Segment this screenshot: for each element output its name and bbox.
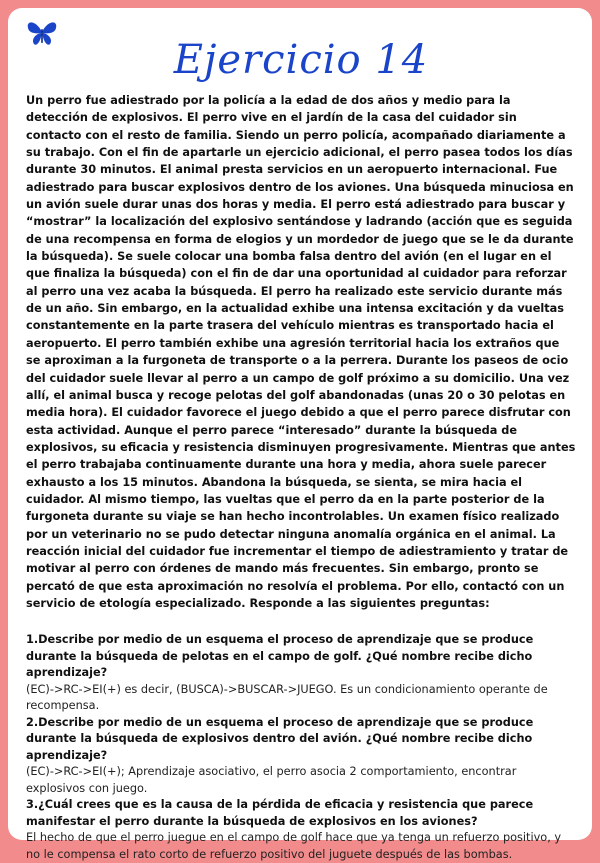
document-sheet bbox=[8, 8, 592, 861]
butterfly-icon bbox=[26, 18, 58, 48]
questions-section bbox=[26, 632, 576, 863]
question-3: 3.¿Cuál crees que es la causa de la pérdida de eficacia y resistencia que parece manifestar el perro durante la búsqueda de explosivos en los aviones? bbox=[26, 798, 534, 828]
question-2: 2.Describe por medio de un esquema el proceso de aprendizaje que se produce durante la búsqueda de explosivos dentro del avión. ¿Qué nombre recibe dicho aprendizaje? bbox=[26, 715, 534, 762]
answer-2: (EC)->RC->EI(+); Aprendizaje asociativo, el perro asocia 2 comportamiento, encontrar explosivos con juego. bbox=[26, 765, 517, 795]
problem-statement: Un perro fue adiestrado por la policía a la edad de dos años y medio para la detección de explosivos. El perro vive en el jardín de la casa del cuidador sin contacto con el resto de familia. Siendo un perro policía, acompañado diariamente a su trabajo. Con el fin de apartarle un ejercicio adicional, el perro pasea todos los días durante 30 minutos. El animal presta servicios en un aeropuerto internacional. Fue adiestrado para buscar explosivos dentro de los aviones. Una búsqueda minuciosa en un avión suele durar unas dos horas y media. El perro está adiestrado para buscar y “mostrar” la localización del explosivo sentándose y ladrando (acción que es seguida de una recompensa en forma de elogios y un mordedor de juego que se le da durante la búsqueda). Se suele colocar una bomba falsa dentro del avión (en el lugar en el que finaliza la búsqueda) con el fin de dar una oportunidad al cuidador para reforzar al perro una vez acaba la búsqueda. El perro ha realizado este servicio durante más de un año. Sin embargo, en la actualidad exhibe una intensa excitación y da vueltas constantemente en la parte trasera del vehículo mientras es transportado hacia el aeropuerto. El perro también exhibe una agresión territorial hacia los extraños que se aproximan a la furgoneta de transporte o a la perrera. Durante los paseos de ocio del cuidador suele llevar al perro a un campo de golf próximo a su domicilio. Una vez allí, el animal busca y recoge pelotas del golf abandonadas (unas 20 o 30 pelotas en media hora). El cuidador favorece el juego debido a que el perro parece disfrutar con esta actividad. Aunque el perro parece “interesado” durante la búsqueda de explosivos, su eficacia y resistencia disminuyen progresivamente. Mientras que antes el perro trabajaba continuamente durante una hora y media, ahora suele parecer exhausto a los 15 minutos. Abandona la búsqueda, se sienta, se mira hacia el cuidador. Al mismo tiempo, las vueltas que el perro da en la parte posterior de la furgoneta durante su viaje se han hecho incontrolables. Un examen físico realizado por un veterinario no se pudo detectar ninguna anomalía orgánica en el animal. La reacción inicial del cuidador fue incrementar el tiempo de adiestramiento y tratar de motivar al perro con órdenes de mando más frecuentes. Sin embargo, pronto se percató de que esta aproximación no resolvía el problema. Por ello, contactó con un servicio de etología especializado. Responde a las siguientes preguntas: bbox=[26, 94, 576, 610]
question-1: 1.Describe por medio de un esquema el proceso de aprendizaje que se produce durante la búsqueda de pelotas en el campo de golf. ¿Qué nombre recibe dicho aprendizaje? bbox=[26, 633, 534, 680]
answer-1: (EC)->RC->EI(+) es decir, (BUSCA)->BUSCAR->JUEGO. Es un condicionamiento operante de recompensa. bbox=[26, 682, 548, 713]
answer-3: El hecho de que el perro juegue en el campo de golf hace que ya tenga un refuerzo positivo, y no le compensa el rato corto de refuerzo positivo del juguete después de las bombas. bbox=[26, 831, 562, 861]
page-title: Ejercicio 14 bbox=[173, 37, 429, 83]
